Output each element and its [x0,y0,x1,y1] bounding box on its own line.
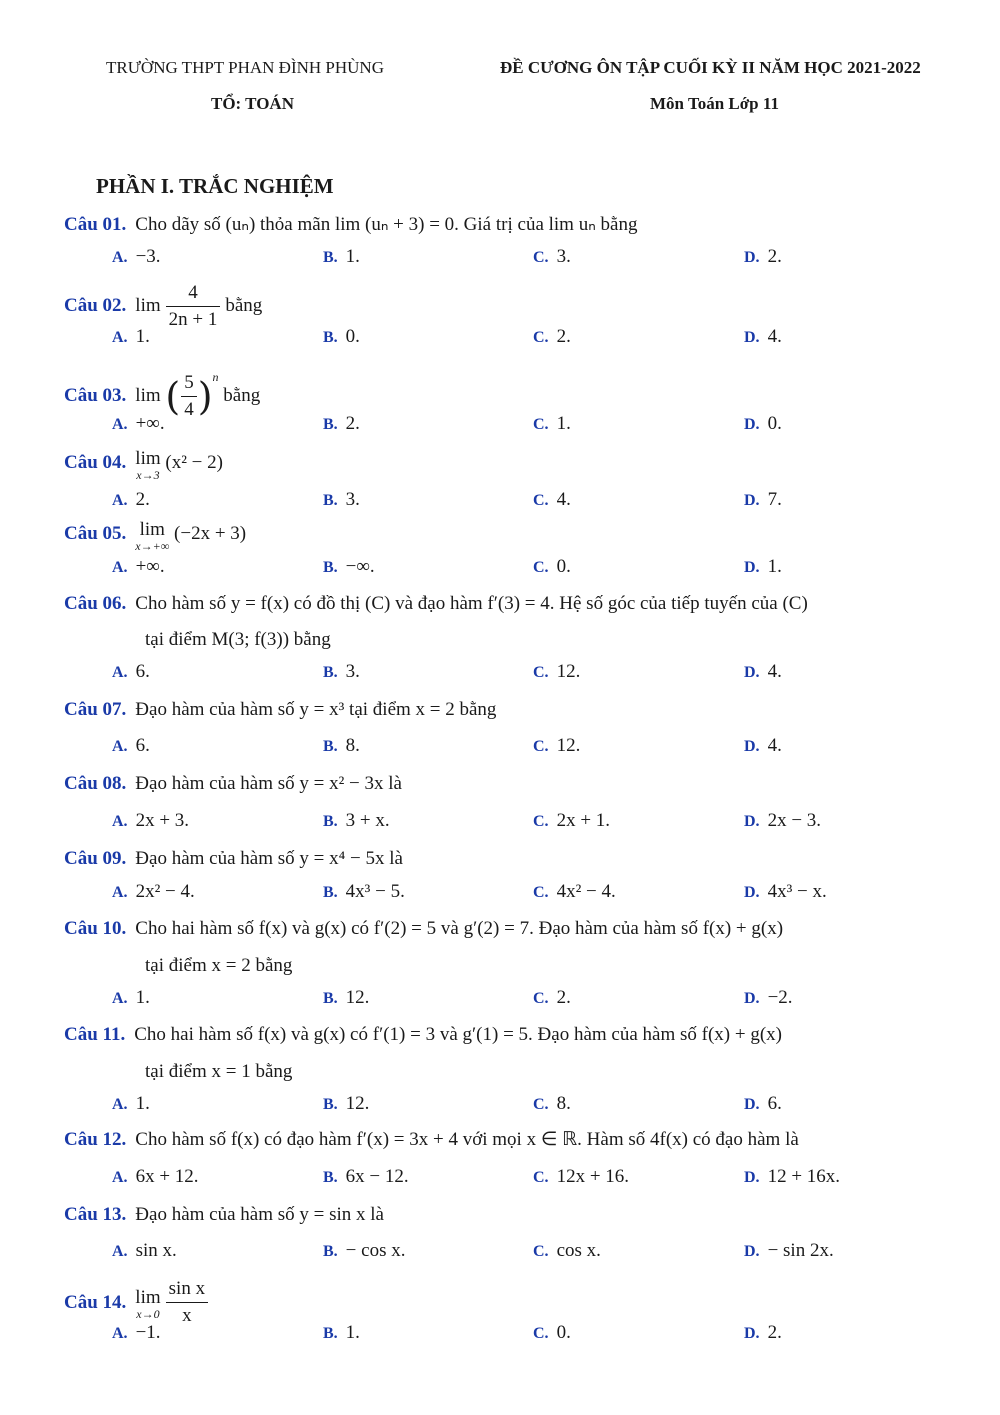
option-letter: C. [533,329,549,346]
option-text: 0. [556,1322,571,1343]
option-letter: C. [533,1325,549,1342]
option-c [533,659,580,686]
option-text: 1. [135,987,150,1008]
question-label: Câu 02. [64,294,127,316]
paren-open: ( [165,374,181,419]
option-text: 12x + 16. [556,1166,630,1187]
option-d [744,554,782,581]
option-d [744,487,782,514]
question-11 [64,1020,782,1050]
option-letter: B. [323,990,338,1007]
question-09 [64,844,403,874]
option-letter: D. [744,884,760,901]
question-04 [64,448,223,480]
option-b [323,733,360,760]
option-letter: A. [112,1325,128,1342]
lim-operator: lim [135,448,161,469]
option-text: 4. [767,326,782,347]
option-text: 12 + 16x. [767,1166,841,1187]
option-letter: C. [533,416,549,433]
question-tail: bằng [223,385,261,406]
option-d [744,1091,782,1118]
option-text: 8. [345,735,360,756]
question-label: Câu 08. [64,773,127,794]
fraction [181,370,197,423]
department: TỔ: TOÁN [211,94,294,113]
option-d [744,411,782,438]
option-letter: B. [323,664,338,681]
option-text: 4. [556,489,571,510]
option-letter: A. [112,492,128,509]
option-text: 0. [767,413,782,434]
option-letter: A. [112,1243,128,1260]
option-letter: B. [323,1169,338,1186]
option-text: +∞. [135,556,165,577]
question-label: Câu 12. [64,1129,127,1150]
option-c [533,879,616,906]
option-c [533,985,571,1012]
option-letter: B. [323,416,338,433]
option-text: − cos x. [345,1240,406,1261]
option-text: 6x − 12. [345,1166,409,1187]
fraction-denominator: 4 [181,396,197,423]
option-text: 6. [135,735,150,756]
lim-subscript: x→0 [136,1306,160,1321]
option-text: 6. [135,661,150,682]
option-b [323,244,360,271]
option-a [112,659,150,686]
option-letter: C. [533,1243,549,1260]
option-text: 2x² − 4. [135,881,195,902]
option-text: sin x. [135,1240,177,1261]
option-text: 1. [345,1322,360,1343]
option-text: 2. [556,326,571,347]
option-text: 2. [135,489,150,510]
option-a [112,487,150,514]
question-label: Câu 06. [64,593,127,614]
question-06 [64,589,808,619]
option-letter: A. [112,738,128,755]
lim-operator: lim [135,1286,161,1308]
question-tail: bằng [225,294,263,316]
option-d [744,1238,834,1265]
option-a [112,554,165,581]
option-text: 2x + 1. [556,810,611,831]
option-b [323,659,360,686]
option-letter: A. [112,884,128,901]
question-label: Câu 05. [64,523,127,544]
option-letter: C. [533,738,549,755]
question-label: Câu 14. [64,1291,127,1313]
option-c [533,554,571,581]
option-a [112,1238,177,1265]
question-label: Câu 03. [64,385,127,406]
option-text: 3. [345,661,360,682]
option-text: 0. [345,326,360,347]
option-letter: A. [112,249,128,266]
fraction [166,280,221,333]
lim-operator: lim [139,519,165,540]
option-text: 2x + 3. [135,810,190,831]
option-letter: D. [744,559,760,576]
option-text: 12. [345,1093,370,1114]
option-b [323,487,360,514]
question-label: Câu 13. [64,1204,127,1225]
question-12 [64,1125,799,1155]
option-letter: B. [323,1325,338,1342]
option-text: cos x. [556,1240,601,1261]
option-c [533,487,571,514]
option-text: 3 + x. [345,810,390,831]
option-b [323,1091,369,1118]
question-label: Câu 01. [64,214,127,235]
limit [135,1287,160,1319]
option-c [533,1238,601,1265]
option-d [744,985,793,1012]
option-letter: C. [533,559,549,576]
option-letter: D. [744,329,760,346]
option-text: 1. [767,556,782,577]
question-05 [64,519,246,551]
question-label: Câu 11. [64,1024,126,1045]
option-letter: C. [533,813,549,830]
limit-expression: (x² − 2) [165,452,223,473]
option-b [323,411,360,438]
school-name: TRƯỜNG THPT PHAN ĐÌNH PHÙNG [106,58,384,77]
question-stem-continued: tại điểm x = 2 bằng [145,955,293,976]
question-stem: Đạo hàm của hàm số y = x⁴ − 5x là [135,848,403,869]
lim-operator: lim [135,294,161,316]
subject: Môn Toán Lớp 11 [650,94,779,113]
option-text: +∞. [135,413,165,434]
option-letter: D. [744,416,760,433]
option-letter: B. [323,249,338,266]
question-01 [64,210,637,240]
option-letter: D. [744,813,760,830]
fraction-numerator: sin x [168,1278,206,1299]
lim-subscript: x→+∞ [135,539,170,553]
option-d [744,244,782,271]
option-c [533,808,610,835]
option-text: −3. [135,246,161,267]
option-b [323,879,405,906]
option-letter: D. [744,1325,760,1342]
option-text: 12. [345,987,370,1008]
option-c [533,1091,571,1118]
fraction-numerator: 4 [188,282,198,303]
option-letter: A. [112,664,128,681]
option-letter: C. [533,884,549,901]
question-stem: Cho hai hàm số f(x) và g(x) có f′(2) = 5 và g′(2) = 7. Đạo hàm của hàm số f(x) + g(x) [135,918,784,939]
option-b [323,808,390,835]
option-letter: B. [323,1096,338,1113]
limit-expression: (−2x + 3) [174,523,247,544]
option-b [323,1238,405,1265]
option-text: 4. [767,735,782,756]
question-stem: Cho dãy số (uₙ) thỏa mãn lim (uₙ + 3) = 0. Giá trị của lim uₙ bằng [135,214,638,235]
option-a [112,244,161,271]
option-d [744,1320,782,1347]
option-letter: B. [323,1243,338,1260]
option-letter: D. [744,664,760,681]
option-c [533,1164,629,1191]
option-letter: A. [112,990,128,1007]
option-a [112,985,150,1012]
option-letter: C. [533,1096,549,1113]
option-text: 6. [767,1093,782,1114]
option-letter: B. [323,813,338,830]
question-label: Câu 09. [64,848,127,869]
section-title: PHẦN I. TRẮC NGHIỆM [96,174,334,198]
question-02 [64,280,262,333]
option-letter: A. [112,1096,128,1113]
option-letter: D. [744,990,760,1007]
option-a [112,411,165,438]
option-c [533,324,571,351]
option-c [533,244,571,271]
option-letter: B. [323,329,338,346]
question-10 [64,914,783,944]
question-stem: Cho hai hàm số f(x) và g(x) có f′(1) = 3 và g′(1) = 5. Đạo hàm của hàm số f(x) + g(x) [134,1024,782,1045]
option-a [112,879,195,906]
option-b [323,1320,360,1347]
option-letter: D. [744,249,760,266]
option-letter: D. [744,738,760,755]
paren-close: ) [197,374,213,419]
option-letter: C. [533,249,549,266]
question-stem-continued: tại điểm x = 1 bằng [145,1061,293,1082]
option-c [533,411,571,438]
question-07 [64,695,496,725]
option-text: 2. [345,413,360,434]
option-a [112,1091,150,1118]
document-title: ĐỀ CƯƠNG ÔN TẬP CUỐI KỲ II NĂM HỌC 2021-2022 [500,58,921,77]
fraction-denominator: 2n + 1 [166,306,221,333]
option-letter: A. [112,1169,128,1186]
option-text: 4. [767,661,782,682]
option-c [533,733,580,760]
option-text: 4x³ − x. [767,881,827,902]
option-letter: B. [323,559,338,576]
option-text: 2. [767,246,782,267]
option-text: −∞. [345,556,375,577]
option-letter: A. [112,559,128,576]
question-label: Câu 07. [64,699,127,720]
question-stem: Đạo hàm của hàm số y = x² − 3x là [135,773,402,794]
option-letter: A. [112,416,128,433]
option-text: 7. [767,489,782,510]
option-text: −1. [135,1322,161,1343]
exponent: n [212,370,219,384]
option-d [744,659,782,686]
option-letter: D. [744,1243,760,1260]
option-text: 1. [345,246,360,267]
fraction-numerator: 5 [184,372,194,394]
option-text: −2. [767,987,793,1008]
option-letter: D. [744,1096,760,1113]
option-a [112,808,189,835]
option-letter: A. [112,813,128,830]
option-d [744,1164,840,1191]
option-text: 1. [556,413,571,434]
option-text: 2. [556,987,571,1008]
question-label: Câu 04. [64,452,127,473]
question-stem: Cho hàm số y = f(x) có đồ thị (C) và đạo hàm f′(3) = 4. Hệ số góc của tiếp tuyến của (C) [135,593,808,614]
option-c [533,1320,571,1347]
option-letter: C. [533,664,549,681]
option-text: 8. [556,1093,571,1114]
option-b [323,554,375,581]
option-text: 1. [135,326,150,347]
question-13 [64,1200,384,1230]
option-a [112,1320,161,1347]
option-d [744,879,827,906]
option-letter: C. [533,1169,549,1186]
fraction-denominator: x [166,1302,208,1329]
question-label: Câu 10. [64,918,127,939]
option-text: 0. [556,556,571,577]
limit [135,448,160,480]
option-text: 3. [556,246,571,267]
option-text: 1. [135,1093,150,1114]
option-d [744,324,782,351]
question-stem-continued: tại điểm M(3; f(3)) bằng [145,629,331,650]
option-text: 2. [767,1322,782,1343]
option-a [112,1164,199,1191]
option-d [744,808,821,835]
option-letter: B. [323,738,338,755]
option-text: 4x² − 4. [556,881,616,902]
option-text: 12. [556,735,581,756]
option-letter: D. [744,1169,760,1186]
option-text: 3. [345,489,360,510]
option-text: 12. [556,661,581,682]
limit [135,519,169,551]
option-a [112,733,150,760]
option-a [112,324,150,351]
fraction [166,1276,208,1329]
option-letter: D. [744,492,760,509]
option-letter: A. [112,329,128,346]
option-text: 6x + 12. [135,1166,199,1187]
option-b [323,985,369,1012]
option-text: − sin 2x. [767,1240,834,1261]
question-stem: Đạo hàm của hàm số y = sin x là [135,1204,384,1225]
option-letter: B. [323,492,338,509]
option-letter: C. [533,492,549,509]
option-b [323,324,360,351]
lim-subscript: x→3 [136,468,160,482]
option-b [323,1164,409,1191]
lim-operator: lim [135,385,161,406]
question-stem: Cho hàm số f(x) có đạo hàm f′(x) = 3x + 4 với mọi x ∈ ℝ. Hàm số 4f(x) có đạo hàm là [135,1129,799,1150]
option-letter: B. [323,884,338,901]
option-text: 4x³ − 5. [345,881,405,902]
option-d [744,733,782,760]
question-stem: Đạo hàm của hàm số y = x³ tại điểm x = 2 bằng [135,699,497,720]
question-08 [64,769,402,799]
option-letter: C. [533,990,549,1007]
option-text: 2x − 3. [767,810,822,831]
